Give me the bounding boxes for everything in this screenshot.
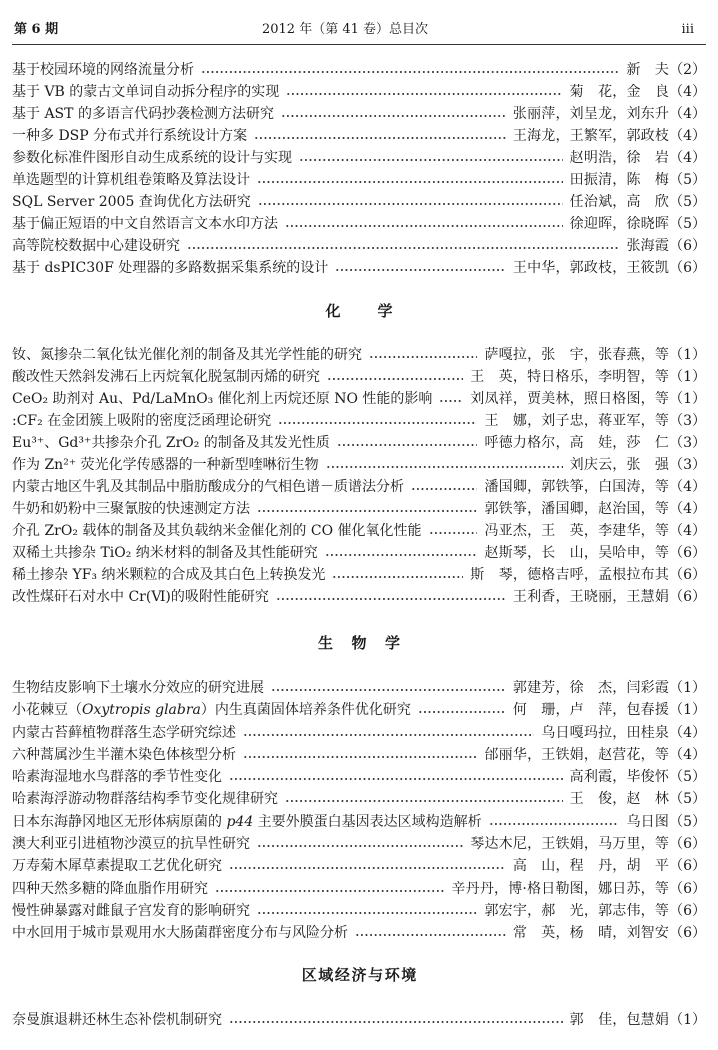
entry-authors: 王中华，郭政枝，王筱凯 [512,260,670,276]
dot-leader [326,454,563,476]
entry-title: SQL Server 2005 查询优化方法研究 [12,194,251,210]
entry-issue-number: （4） [669,479,706,495]
dot-leader [257,498,477,520]
dot-leader [327,366,463,388]
entry-authors: 王 英，特日格乐，李明智，等 [470,369,670,385]
entry-issue-number: （3） [669,435,706,451]
entry-title: 双稀土共掺杂 TiO₂ 纳米材料的制备及其性能研究 [12,545,318,561]
dot-leader [299,147,563,169]
entry-title: 高等院校数据中心建设研究 [12,238,180,254]
header-rule [12,44,706,45]
toc-entry [12,586,706,608]
entry-issue-number: （5） [669,813,706,830]
dot-leader [286,81,562,103]
toc-entry [12,454,706,476]
dot-leader [411,476,477,498]
entry-issue-number: （5） [669,791,706,808]
issue-label: 第 6 期 [14,22,59,37]
entry-title: 澳大利亚引进植物沙漠豆的抗旱性研究 [12,836,250,853]
entry-title: 六种蒿属沙生半灌木染色体核型分析 [12,746,236,763]
entry-authors: 萨嘎拉，张 宇，张春燕，等 [484,347,670,363]
entry-authors: 徐迎晖，徐晓晖 [569,216,670,232]
entry-authors: 郭建芳，徐 杰，闫彩霞 [512,680,670,696]
toc-entry [12,900,706,922]
entry-authors: 菊 花，金 良 [569,84,670,100]
dot-leader [489,811,620,833]
toc-entry [12,213,706,235]
toc-entry [12,410,706,432]
entry-title: 内蒙古苔藓植物群落生态学研究综述 [12,724,236,741]
entry-title: 一种多 DSP 分布式并行系统设计方案 [12,128,248,144]
entry-title-part: ）内生真菌固体培养条件优化研究 [200,702,411,719]
entry-authors: 呼德力格尔，高 娃，莎 仁 [484,435,670,451]
entry-authors: 邰丽华，王铁娟，赵营花，等 [484,746,670,763]
dot-leader [281,103,506,125]
toc-entry [12,169,706,191]
toc-entry [12,855,706,877]
dot-leader [257,833,463,855]
dot-leader [276,586,506,608]
section-entries-list [12,344,706,608]
entry-authors: 高 山，程 丹，胡 平 [512,858,670,875]
dot-leader [201,59,619,81]
entry-issue-number: （1） [669,347,706,363]
page-number: iii [681,22,694,37]
dot-leader [337,432,478,454]
dot-leader [187,235,619,257]
entry-issue-number: （3） [669,413,706,429]
section-entries-list [12,59,706,279]
toc-entry [12,191,706,213]
entry-authors: 王利香，王晓丽，王慧娟 [512,589,670,605]
entry-authors: 刘凤祥，贾美林，照日格图，等 [470,391,670,407]
toc-entry [12,476,706,498]
entry-issue-number: （5） [669,769,706,786]
dot-leader [229,855,506,877]
entry-authors: 任治斌，高 欣 [569,194,670,210]
toc-entry [12,833,706,855]
entry-issue-number: （1） [669,369,706,385]
entry-title-part: 主要外膜蛋白基因表达区域构造解析 [253,813,482,830]
entry-authors: 田振清，陈 梅 [569,172,670,188]
toc-entry [12,744,706,766]
entry-issue-number: （6） [669,925,706,942]
dot-leader [257,900,477,922]
entry-title: 生物结皮影响下土壤水分效应的研究进展 [12,680,264,696]
entry-title: 基于 VB 的蒙古文单词自动拆分程序的实现 [12,84,280,100]
toc-entry [12,59,706,81]
toc-entry [12,922,706,944]
entry-title: 作为 Zn²⁺ 荧光化学传感器的一种新型喹啉衍生物 [12,457,319,473]
section-heading-biology: 生 物 学 [317,634,402,652]
entry-title: 基于 dsPIC30F 处理器的多路数据采集系统的设计 [12,260,329,276]
entry-title: 基于偏正短语的中文自然语言文本水印方法 [12,216,278,232]
entry-title: CeO₂ 助剂对 Au、Pd/LaMnO₃ 催化剂上丙烷还原 NO 性能的影响 [12,391,433,407]
entry-authors: 斯 琴，德格吉呼，孟根拉布其 [470,567,670,583]
section-entries-list [12,1009,706,1031]
entry-issue-number: （4） [669,84,706,100]
entry-title: Eu³⁺、Gd³⁺共掺杂介孔 ZrO₂ 的制备及其发光性质 [12,435,330,451]
toc-entry [12,564,706,586]
entry-issue-number: （6） [669,880,706,897]
entry-issue-number: （4） [669,746,706,763]
dot-leader [418,699,506,721]
dot-leader [355,922,506,944]
dot-leader [257,169,563,191]
entry-authors: 张海霞 [626,238,670,254]
toc-entry [12,542,706,564]
entry-title: 万寿菊木犀草素提取工艺优化研究 [12,858,222,875]
dot-leader [335,257,506,279]
entry-issue-number: （4） [669,128,706,144]
entry-issue-number: （1） [669,680,706,696]
dot-leader [439,388,463,410]
entry-issue-number: （1） [669,702,706,719]
entry-issue-number: （4） [669,150,706,166]
toc-entry [12,103,706,125]
entry-authors: 赵斯琴，长 山，吴哈申，等 [484,545,670,561]
dot-leader [332,564,463,586]
entry-authors: 常 英，杨 晴，刘智安 [512,925,670,942]
entry-title [12,811,482,833]
entry-issue-number: （5） [669,172,706,188]
entry-authors: 辛丹丹，博·格日勒图，娜日苏，等 [451,880,670,897]
toc-entry [12,1009,706,1031]
dot-leader [271,677,506,699]
entry-issue-number: （1） [669,1012,706,1028]
section-heading-chemistry: 化 学 [325,302,404,320]
entry-issue-number: （3） [669,457,706,473]
toc-entry [12,432,706,454]
entry-title: 改性煤矸石对水中 Cr(Ⅵ)的吸附性能研究 [12,589,269,605]
entry-title: 哈素海浮游动物群落结构季节变化规律研究 [12,791,278,808]
entry-title [12,699,411,721]
entry-title: 慢性砷暴露对雌鼠子宫发育的影响研究 [12,902,250,919]
toc-entry [12,125,706,147]
running-head [0,20,718,40]
toc-entry [12,344,706,366]
entry-authors: 王 俊，赵 林 [569,791,670,808]
entry-title: 基于 AST 的多语言代码抄袭检测方法研究 [12,106,274,122]
dot-leader [285,213,563,235]
entry-title: :CF₂ 在金团簇上吸附的密度泛函理论研究 [12,413,272,429]
toc-entry [12,257,706,279]
entry-issue-number: （4） [669,523,706,539]
entry-authors: 潘国卿，郭铁筝，白国涛，等 [484,479,670,495]
entry-title-part: 日本东海静冈地区无形体病原菌的 [12,813,227,830]
entry-issue-number: （6） [669,836,706,853]
entry-issue-number: （6） [669,589,706,605]
entry-title: 钕、氮掺杂二氧化钛光催化剂的制备及其光学性能的研究 [12,347,362,363]
dot-leader [243,722,534,744]
toc-entry [12,722,706,744]
toc-entry [12,235,706,257]
entry-authors: 乌日图 [626,813,670,830]
entry-title: 四种天然多糖的降血脂作用研究 [12,880,208,897]
dot-leader [278,410,477,432]
dot-leader [285,788,563,810]
entry-title: 参数化标准件图形自动生成系统的设计与实现 [12,150,292,166]
toc-entry [12,811,706,833]
entry-authors: 冯亚杰，王 英，李建华，等 [484,523,670,539]
entry-issue-number: （2） [669,62,706,78]
entry-authors: 高利霞，毕俊怀 [569,769,670,786]
dot-leader [229,1009,563,1031]
entry-authors: 乌日嘎玛拉，田桂泉 [541,724,670,741]
entry-issue-number: （6） [669,902,706,919]
dot-leader [369,344,477,366]
entry-authors: 郭宏宇，郝 光，郭志伟，等 [484,902,670,919]
dot-leader [325,542,478,564]
dot-leader [254,125,506,147]
entry-authors: 郭铁筝，潘国卿，赵治国，等 [484,501,670,517]
section-heading-regional-economy: 区域经济与环境 [301,966,418,984]
entry-authors: 琴达木尼，王铁娟，马万里，等 [470,836,670,853]
volume-index-title: 2012 年（第 41 卷）总目次 [261,22,429,37]
entry-issue-number: （4） [669,724,706,741]
dot-leader [258,191,563,213]
dot-leader [229,766,563,788]
entry-title-italic-part: Oxytropis glabra [82,702,201,719]
toc-entry [12,677,706,699]
entry-title: 基于校园环境的网络流量分析 [12,62,194,78]
entry-title: 哈素海湿地水鸟群落的季节性变化 [12,769,222,786]
entry-issue-number: （4） [669,501,706,517]
entry-authors: 王海龙，王繁军，郭政枝 [512,128,670,144]
entry-authors: 赵明浩，徐 岩 [569,150,670,166]
entry-title: 介孔 ZrO₂ 载体的制备及其负载纳米金催化剂的 CO 催化氧化性能 [12,523,422,539]
entry-title-italic-part: p44 [226,813,254,830]
toc-entry [12,699,706,721]
dot-leader [243,744,477,766]
entry-title: 单选题型的计算机组卷策略及算法设计 [12,172,250,188]
entry-issue-number: （6） [669,545,706,561]
entry-issue-number: （6） [669,567,706,583]
entry-authors: 王 娜，刘子忠，蒋亚军，等 [484,413,670,429]
toc-entry [12,388,706,410]
toc-entry [12,766,706,788]
toc-entry [12,520,706,542]
entry-issue-number: （6） [669,858,706,875]
entry-title-part: 小花棘豆（ [12,702,82,719]
entry-issue-number: （4） [669,106,706,122]
section-entries-list [12,677,706,945]
entry-authors: 郭 佳，包慧娟 [569,1012,670,1028]
entry-issue-number: （5） [669,216,706,232]
entry-title: 内蒙古地区牛乳及其制品中脂肪酸成分的气相色谱－质谱法分析 [12,479,404,495]
entry-title: 牛奶和奶粉中三聚氰胺的快速测定方法 [12,501,250,517]
toc-entry [12,366,706,388]
entry-issue-number: （1） [669,391,706,407]
dot-leader [429,520,478,542]
entry-authors: 张丽萍，刘呈龙，刘东升 [512,106,670,122]
entry-issue-number: （6） [669,260,706,276]
entry-title: 稀土掺杂 YF₃ 纳米颗粒的合成及其白色上转换发光 [12,567,326,583]
toc-entry [12,498,706,520]
entry-title: 奈曼旗退耕还林生态补偿机制研究 [12,1012,222,1028]
entry-authors: 何 珊，卢 萍，包春援 [512,702,670,719]
toc-entry [12,81,706,103]
entry-issue-number: （5） [669,194,706,210]
dot-leader [215,878,444,900]
entry-issue-number: （6） [669,238,706,254]
toc-entry [12,878,706,900]
entry-title: 酸改性天然斜发沸石上丙烷氧化脱氢制丙烯的研究 [12,369,320,385]
toc-entry [12,147,706,169]
entry-authors: 新 夫 [626,62,670,78]
toc-entry [12,788,706,810]
entry-title: 中水回用于城市景观用水大肠菌群密度分布与风险分析 [12,925,348,942]
entry-authors: 刘庆云，张 强 [569,457,670,473]
